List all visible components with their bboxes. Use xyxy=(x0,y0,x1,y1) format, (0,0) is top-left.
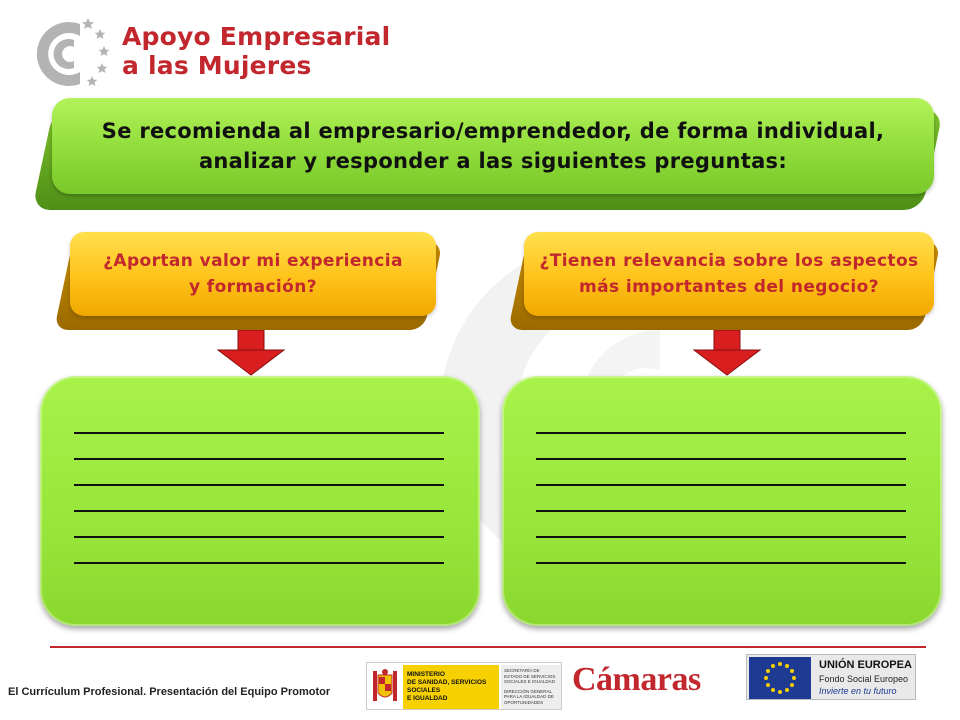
question-1-line-1: ¿Aportan valor mi experiencia xyxy=(103,251,403,271)
answer-line[interactable] xyxy=(74,484,444,486)
question-2-line-2: más importantes del negocio? xyxy=(579,277,879,297)
answer-line[interactable] xyxy=(74,432,444,434)
banner-face xyxy=(52,98,934,194)
ministry-departments xyxy=(501,665,561,709)
answer-line[interactable] xyxy=(536,484,906,486)
logo-title xyxy=(122,22,390,80)
question-1-text xyxy=(103,248,403,300)
answer-line[interactable] xyxy=(536,562,906,564)
eu-motto: Invierte en tu futuro xyxy=(819,686,897,696)
camaras-logo xyxy=(572,658,701,702)
ministry-line-3: E IGUALDAD xyxy=(407,695,448,702)
question-2-line-1: ¿Tienen relevancia sobre los aspectos xyxy=(539,251,919,271)
logo-line-2: a las Mujeres xyxy=(122,51,312,80)
eu-subtitle: Fondo Social Europeo xyxy=(819,674,909,684)
question-1-face xyxy=(70,232,436,316)
banner-line-1: Se recomienda al empresario/emprendedor, de forma individual, xyxy=(101,119,885,143)
ministry-name xyxy=(403,665,499,709)
question-box-1 xyxy=(54,232,436,332)
camaras-wordmark: Cámaras xyxy=(572,661,701,698)
answer-line[interactable] xyxy=(74,562,444,564)
instruction-banner xyxy=(32,98,934,212)
footer-caption: El Currículum Profesional. Presentación del Equipo Promotor xyxy=(8,686,331,698)
logo-line-1: Apoyo Empresarial xyxy=(122,22,391,51)
answer-box-2[interactable] xyxy=(502,376,942,626)
ministry-line-1: MINISTERIO xyxy=(407,671,445,678)
ministry-line-2: DE SANIDAD, SERVICIOS SOCIALES xyxy=(407,679,487,694)
eu-flag-icon xyxy=(749,657,811,699)
question-2-text xyxy=(539,248,918,300)
answer-line[interactable] xyxy=(74,536,444,538)
answer-line[interactable] xyxy=(74,458,444,460)
ministry-direccion: DIRECCIÓN GENERAL PARA LA IGUALDAD DE OPORTUNIDADES xyxy=(504,688,554,705)
spain-coat-of-arms-icon xyxy=(371,667,399,707)
ministry-logo xyxy=(366,662,562,710)
answer-line[interactable] xyxy=(536,458,906,460)
eu-title: UNIÓN EUROPEA xyxy=(819,659,912,671)
question-1-line-2: y formación? xyxy=(189,277,317,297)
camaras-c-star-icon xyxy=(28,14,112,94)
ministry-secretaria: SECRETARÍA DE ESTADO DE SERVICIOS SOCIALES E IGUALDAD xyxy=(504,668,556,684)
logo xyxy=(28,14,408,94)
answer-line[interactable] xyxy=(74,510,444,512)
question-2-face xyxy=(524,232,934,316)
eu-logo xyxy=(746,654,916,700)
answer-line[interactable] xyxy=(536,510,906,512)
answer-box-1[interactable] xyxy=(40,376,480,626)
arrow-down-icon xyxy=(692,330,762,376)
arrow-down-icon xyxy=(216,330,286,376)
banner-text xyxy=(102,116,884,176)
answer-1-lines xyxy=(74,432,444,588)
question-box-2 xyxy=(508,232,934,332)
answer-line[interactable] xyxy=(536,536,906,538)
answer-2-lines xyxy=(536,432,906,588)
footer-divider xyxy=(50,646,926,648)
answer-line[interactable] xyxy=(536,432,906,434)
banner-line-2: analizar y responder a las siguientes preguntas: xyxy=(198,149,788,173)
